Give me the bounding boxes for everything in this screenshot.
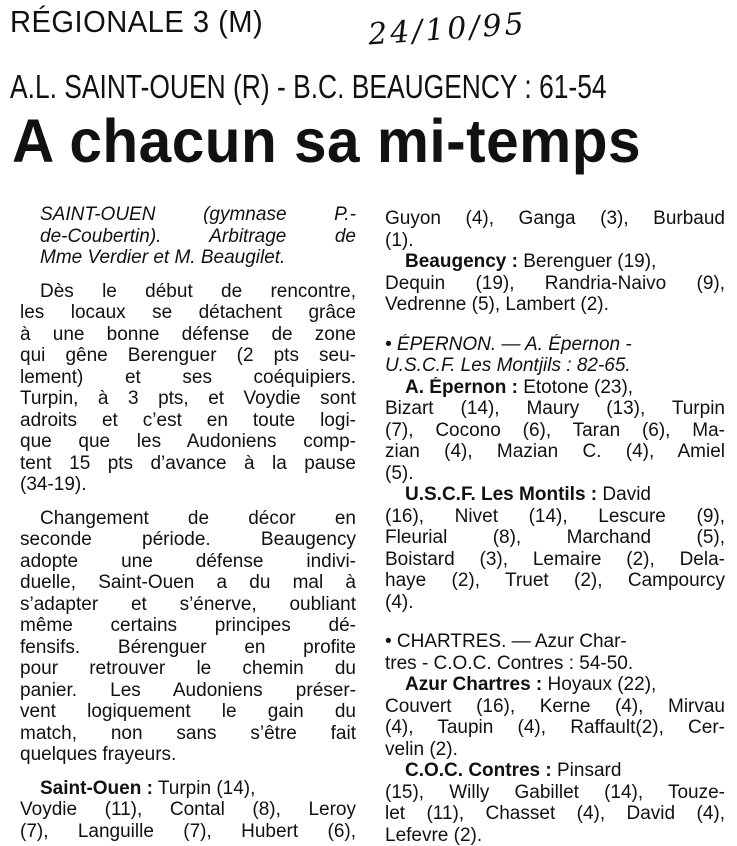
team-name: C.O.C. Contres : xyxy=(405,760,552,781)
text-line: velin (2). xyxy=(385,739,725,761)
epernon-result xyxy=(385,334,725,485)
text-line: s’adapter et s’énerve, oubliant xyxy=(20,594,356,616)
text-line: Dequin (19), Randria-Naivo (9), xyxy=(385,273,725,295)
text-line: seconde période. Beaugency xyxy=(20,529,356,551)
saint-ouen-scorers-continued xyxy=(385,208,725,251)
coc-scorers xyxy=(385,760,725,846)
text-line: tres - C.O.C. Contres : 54-50. xyxy=(385,653,725,675)
team-name: Azur Chartres : xyxy=(405,674,542,695)
text-line: Pinsard xyxy=(552,760,622,781)
text-line: duelle, Saint-Ouen a du mal à xyxy=(20,572,356,594)
team-name: U.S.C.F. Les Montils : xyxy=(405,484,597,505)
text-line: Berenguer (19), xyxy=(518,251,656,272)
text-line: Lefevre (2). xyxy=(385,825,725,846)
chartres-result xyxy=(385,631,725,760)
text-line: (4). xyxy=(385,592,725,614)
paragraph-second-half xyxy=(20,508,356,766)
text-line: SAINT-OUEN (gymnase P.- xyxy=(40,204,356,226)
text-line: que que les Audoniens comp- xyxy=(20,431,356,453)
text-line: Boistard (3), Lemaire (2), Dela- xyxy=(385,549,725,571)
text-line: (15), Willy Gabillet (14), Touze- xyxy=(385,782,725,804)
text-line: les locaux se détachent grâce xyxy=(20,302,356,324)
text-line: Etotone (23), xyxy=(518,377,633,398)
text-line: pour retrouver le chemin du xyxy=(20,658,356,680)
text-line: let (11), Chasset (4), David (4), xyxy=(385,803,725,825)
text-line: (16), Nivet (14), Lescure (9), xyxy=(385,506,725,528)
text-line: Vedrenne (5), Lambert (2). xyxy=(385,294,725,316)
montils-scorers xyxy=(385,484,725,613)
text-line: Dès le début de rencontre, xyxy=(20,281,356,303)
text-line: Changement de décor en xyxy=(20,508,356,530)
text-line: qui gêne Berenguer (2 pts seu- xyxy=(20,345,356,367)
team-name: Beaugency : xyxy=(405,251,518,272)
text-line: (5). xyxy=(385,463,725,485)
bullet: • xyxy=(385,631,392,652)
match-result-line: A.L. SAINT-OUEN (R) - B.C. BEAUGENCY : 61-54 xyxy=(10,68,607,106)
text-line: Couvert (16), Kerne (4), Mirvau xyxy=(385,696,725,718)
section-kicker: RÉGIONALE 3 (M) xyxy=(10,4,263,40)
text-line: zian (4), Mazian C. (4), Amiel xyxy=(385,441,725,463)
text-line: David xyxy=(597,484,651,505)
text-line: même certains principes dé- xyxy=(20,615,356,637)
text-line: quelques frayeurs. xyxy=(20,744,356,766)
headline: A chacun sa mi-temps xyxy=(12,106,641,176)
text-line: Turpin, à 3 pts, et Voydie sont xyxy=(20,388,356,410)
text-line: à une bonne défense de zone xyxy=(20,324,356,346)
text-line: adroits et c’est en toute logi- xyxy=(20,410,356,432)
text-line: Fleurial (8), Marchand (5), xyxy=(385,527,725,549)
text-line: Turpin (14), xyxy=(153,778,255,799)
team-name: A. Épernon : xyxy=(405,377,518,398)
text-line: Voydie (11), Contal (8), Leroy xyxy=(20,799,356,821)
bullet: • xyxy=(385,334,392,355)
text-line: match, non sans s’être fait xyxy=(20,723,356,745)
text-line: Guyon (4), Ganga (3), Burbaud xyxy=(385,208,725,230)
text-line: CHARTRES. — Azur Char- xyxy=(392,631,627,652)
text-line: Mme Verdier et M. Beaugilet. xyxy=(40,247,356,269)
article-left-column xyxy=(20,204,356,842)
text-line: lement) et ses coéquipiers. xyxy=(20,367,356,389)
text-line: (1). xyxy=(385,230,725,252)
article-right-column xyxy=(385,208,725,846)
saint-ouen-scorers xyxy=(20,778,356,843)
text-line: ÉPERNON. — A. Épernon - xyxy=(392,334,632,355)
text-line: vent logiquement le gain du xyxy=(20,701,356,723)
paragraph-first-half xyxy=(20,281,356,496)
beaugency-scorers xyxy=(385,251,725,316)
venue-paragraph xyxy=(20,204,356,269)
team-name: Saint-Ouen : xyxy=(40,778,153,799)
text-line: (7), Cocono (6), Taran (6), Ma- xyxy=(385,420,725,442)
text-line: de-Coubertin). Arbitrage de xyxy=(40,226,356,248)
text-line: Hoyaux (22), xyxy=(542,674,656,695)
text-line: haye (2), Truet (2), Campourcy xyxy=(385,570,725,592)
text-line: (7), Languille (7), Hubert (6), xyxy=(20,821,356,843)
text-line: (34-19). xyxy=(20,474,356,496)
text-line: fensifs. Bérenguer en profite xyxy=(20,637,356,659)
text-line: panier. Les Audoniens préser- xyxy=(20,680,356,702)
text-line: adopte une défense indivi- xyxy=(20,551,356,573)
handwritten-date: 24/10/95 xyxy=(367,7,528,53)
text-line: U.S.C.F. Les Montjils : 82-65. xyxy=(385,355,725,377)
text-line: Bizart (14), Maury (13), Turpin xyxy=(385,398,725,420)
text-line: (4), Taupin (4), Raffault(2), Cer- xyxy=(385,717,725,739)
text-line: tent 15 pts d’avance à la pause xyxy=(20,453,356,475)
